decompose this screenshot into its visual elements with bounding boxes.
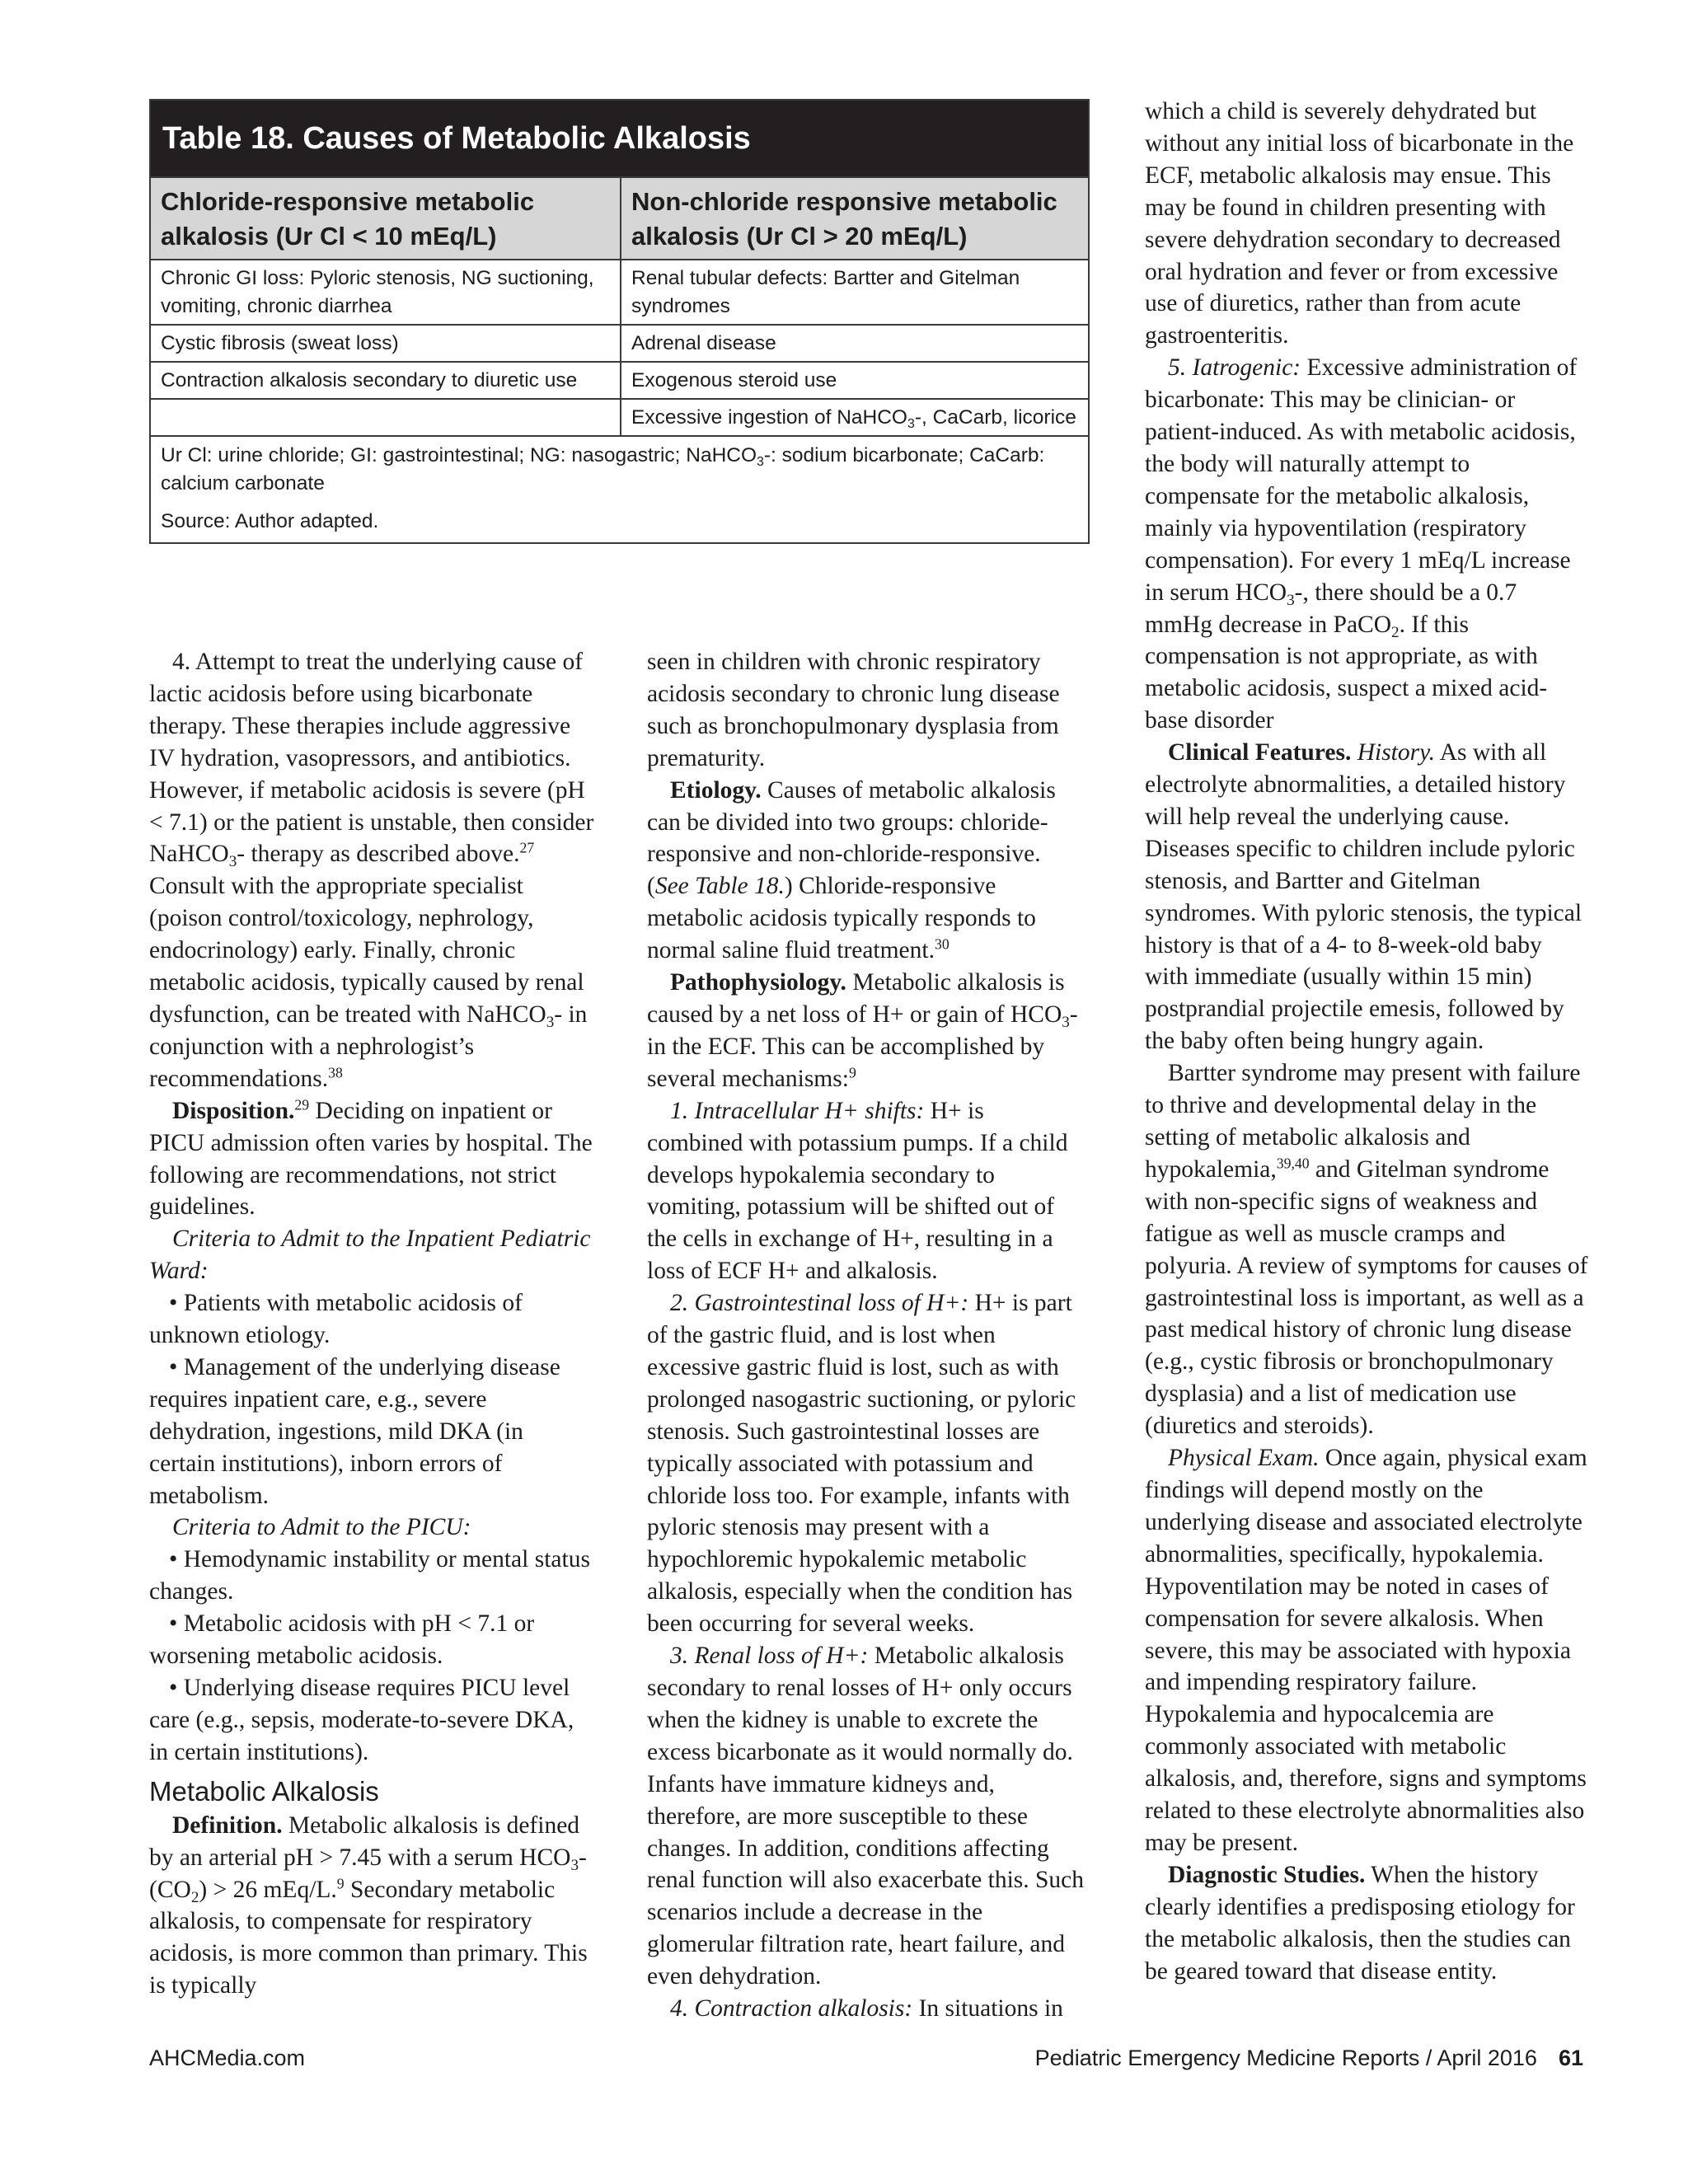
table-header-row [151, 176, 1088, 259]
cell-text: Excessive ingestion of NaHCO [631, 406, 907, 429]
section-heading: Metabolic Alkalosis [149, 1775, 379, 1807]
table-cell [621, 400, 1088, 435]
table-header-chloride-responsive: Chloride-responsive metabolic alkalosis (Ur Cl < 10 mEq/L) [151, 178, 621, 259]
list-item: • Hemodynamic instability or mental status changes. [149, 1546, 590, 1605]
paragraph: seen in children with chronic respiratory acidosis secondary to chronic lung disease such as bronchopulmonary dysplasia from prematurity. [647, 649, 1060, 771]
paragraph-physical-exam: Physical Exam. Once again, physical exam findings will depend mostly on the underlying disease and associated electrolyte abnormalities, specifically, hypokalemia. Hypoventilation may be noted in cases of compensation for severe alkalosis. When severe, this may be associated with hypoxia and impending respiratory failure. Hypokalemia and hypocalcemia are commonly associated with metabolic alkalosis, and, therefore, signs and symptoms related to these electrolyte abnormalities also may be present. [1145, 1445, 1587, 1856]
subscript: 3 [907, 416, 915, 431]
table-cell: Exogenous steroid use [631, 369, 837, 391]
table-source: Source: Author adapted. [161, 510, 379, 532]
table-cell: Contraction alkalosis secondary to diuretic use [151, 363, 621, 398]
run-in-heading: Diagnostic Studies. [1168, 1861, 1366, 1888]
subscript: 3 [757, 454, 764, 469]
run-in-heading: Clinical Features. [1168, 739, 1352, 766]
footer-site: AHCMedia.com [149, 2046, 306, 2070]
paragraph-mechanism: 5. Iatrogenic: Excessive administration of bicarbonate: This may be clinician- or patient-induced. As with metabolic acidosis, the body will naturally attempt to compensate for the metabolic alkalosis, mainly via hypoventilation (respiratory compensation). For every 1 mEq/L increase in serum $HCO_3-$, there should be a 0.7 mmHg decrease in PaCO$_2$. If this compensation is not appropriate, as with metabolic acidosis, suspect a mixed acid-base disorder [1145, 354, 1578, 734]
paragraph-mechanism: 3. Renal loss of H+: Metabolic alkalosis secondary to renal losses of H+ only occurs when the kidney is unable to excrete the excess bicarbonate as it would normally do. Infants have immature kidneys and, therefore, are more susceptible to these changes. In addition, conditions affecting renal function will also exacerbate this. Such scenarios include a decrease in the glomerular filtration rate, heart failure, and even dehydration. [647, 1643, 1085, 1990]
paragraph: which a child is severely dehydrated but without any initial loss of bicarbonate in the ECF, metabolic alkalosis may ensue. This may be found in children presenting with severe dehydration secondary to decreased oral hydration and fever or from excessive use of diuretics, rather than from acute gastroenteritis. [1145, 98, 1574, 349]
table-footnotes [151, 435, 1088, 542]
criteria-heading: Criteria to Admit to the PICU: [172, 1514, 471, 1541]
cell-text: -, CaCarb, licorice [914, 406, 1076, 429]
paragraph-definition: Definition. Metabolic alkalosis is defined by an arterial pH > 7.45 with a serum $HCO_3-$ $(CO_2) > 26$ mEq/L.$^9$ Secondary metabolic alkalosis, to compensate for respiratory acidosis, is more common than primary. This is typically [149, 1811, 588, 1999]
table-header-non-chloride-responsive: Non-chloride responsive metabolic alkalosis (Ur Cl > 20 mEq/L) [631, 187, 1057, 251]
table-row [151, 259, 1088, 324]
note-text: -: sodium bicarbonate; CaCarb: calcium carbonate [161, 444, 1045, 494]
text-column-1 [149, 646, 594, 2002]
table-cell: Chronic GI loss: Pyloric stenosis, NG suctioning, vomiting, chronic diarrhea [151, 260, 621, 324]
list-item: • Patients with metabolic acidosis of unknown etiology. [149, 1290, 523, 1349]
run-in-heading: Etiology. [670, 776, 762, 804]
table-cell: Cystic fibrosis (sweat loss) [151, 326, 621, 361]
paragraph-mechanism: 1. Intracellular H+ shifts: H+ is combined with potassium pumps. If a child develops hypokalemia secondary to vomiting, potassium will be shifted out of the cells in exchange of H+, resulting in a loss of ECF H+ and alkalosis. [647, 1097, 1068, 1285]
run-in-heading: Disposition. [172, 1097, 295, 1124]
table-row [151, 398, 1088, 435]
paragraph: Bartter syndrome may present with failure to thrive and developmental delay in the setting of metabolic alkalosis and hypokalemia,$^{39,40}$ and Gitelman syndrome with non-specific signs of weakness and fatigue as well as muscle cramps and polyuria. A review of symptoms for causes of gastrointestinal loss is important, as well as a past medical history of chronic lung disease (e.g., cystic fibrosis or bronchopulmonary dysplasia) and a list of medication use (diuretics and steroids). [1145, 1060, 1588, 1440]
list-item: • Underlying disease requires PICU level care (e.g., sepsis, moderate-to-severe DKA, in certain institutions). [149, 1675, 574, 1765]
paragraph-mechanism: 2. Gastrointestinal loss of H+: H+ is part of the gastric fluid, and is lost when excessive gastric fluid is lost, such as with prolonged nasogastric suctioning, or pyloric stenosis. Such gastrointestinal losses are typically associated with potassium and chloride loss too. For example, infants with pyloric stenosis may present with a hypochloremic hypokalemic metabolic alkalosis, especially when the condition has been occurring for several weeks. [647, 1290, 1076, 1638]
table-cell: Adrenal disease [631, 332, 776, 354]
text-column-3 [1145, 96, 1590, 1987]
paragraph-mechanism: 4. Contraction alkalosis: In situations in [670, 1995, 1063, 2022]
table-cell-empty [151, 400, 621, 435]
journal-name: Pediatric Emergency Medicine Reports / April 2016 [1034, 2046, 1537, 2070]
criteria-heading: Criteria to Admit to the Inpatient Pediatric Ward: [149, 1226, 591, 1285]
table-abbreviations [161, 442, 1078, 498]
table-row [151, 324, 1088, 361]
footer-journal [1035, 2046, 1583, 2071]
table-title: Table 18. Causes of Metabolic Alkalosis [151, 101, 1088, 176]
list-item: • Metabolic acidosis with pH < 7.1 or worsening metabolic acidosis. [149, 1610, 535, 1670]
page-number: 61 [1558, 2046, 1583, 2070]
paragraph-pathophysiology: Pathophysiology. Metabolic alkalosis is caused by a net loss of H+ or gain of $HCO_3-$ in the ECF. This can be accomplished by several mechanisms:$^9$ [647, 969, 1078, 1092]
table-cell: Renal tubular defects: Bartter and Gitelman syndromes [631, 267, 1020, 317]
paragraph-clinical-features: Clinical Features. History. As with all electrolyte abnormalities, a detailed history will help reveal the underlying cause. Diseases specific to children include pyloric stenosis, and Bartter and Gitelman syndromes. With pyloric stenosis, the typical history is that of a 4- to 8-week-old baby with immediate (usually within 15 min) postprandial projectile emesis, followed by the baby often being hungry again. [1145, 739, 1582, 1055]
run-in-heading: Pathophysiology. [670, 969, 846, 996]
table-row [151, 361, 1088, 398]
page-footer [149, 2046, 1583, 2079]
paragraph-etiology: Etiology. Causes of metabolic alkalosis can be divided into two groups: chloride-responsive and non-chloride-responsive. (See Table 18.) Chloride-responsive metabolic acidosis typically responds to normal saline fluid treatment.$^{30}$ [647, 776, 1056, 964]
run-in-heading: Definition. [172, 1811, 283, 1839]
paragraph-diagnostic-studies: Diagnostic Studies. When the history clearly identifies a predisposing etiology for the metabolic alkalosis, then the studies can be geared toward that disease entity. [1145, 1861, 1575, 1985]
list-item: • Management of the underlying disease requires inpatient care, e.g., severe dehydration, ingestions, mild DKA (in certain institutions), inborn errors of metabolism. [149, 1353, 560, 1509]
note-text: Ur Cl: urine chloride; GI: gastrointestinal; NG: nasogastric; NaHCO [161, 444, 757, 466]
paragraph: 4. Attempt to treat the underlying cause of lactic acidosis before using bicarbonate therapy. These therapies include aggressive IV hydration, vasopressors, and antibiotics. However, if metabolic acidosis is severe (pH < 7.1) or the patient is unstable, then consider NaHCO$_3$- therapy as described above.$^{27}$ Consult with the appropriate specialist (poison control/toxicology, nephrology, endocrinology) early. Finally, chronic metabolic acidosis, typically caused by renal dysfunction, can be treated with NaHCO$_3$- in conjunction with a nephrologist’s recommendations.$^{38}$ [149, 649, 594, 1092]
paragraph-disposition: Disposition.$^{29}$ Deciding on inpatient or PICU admission often varies by hospital. The following are recommendations, not strict guidelines. [149, 1096, 593, 1221]
text-column-2 [647, 646, 1084, 2025]
table-causes-metabolic-alkalosis [149, 99, 1090, 544]
